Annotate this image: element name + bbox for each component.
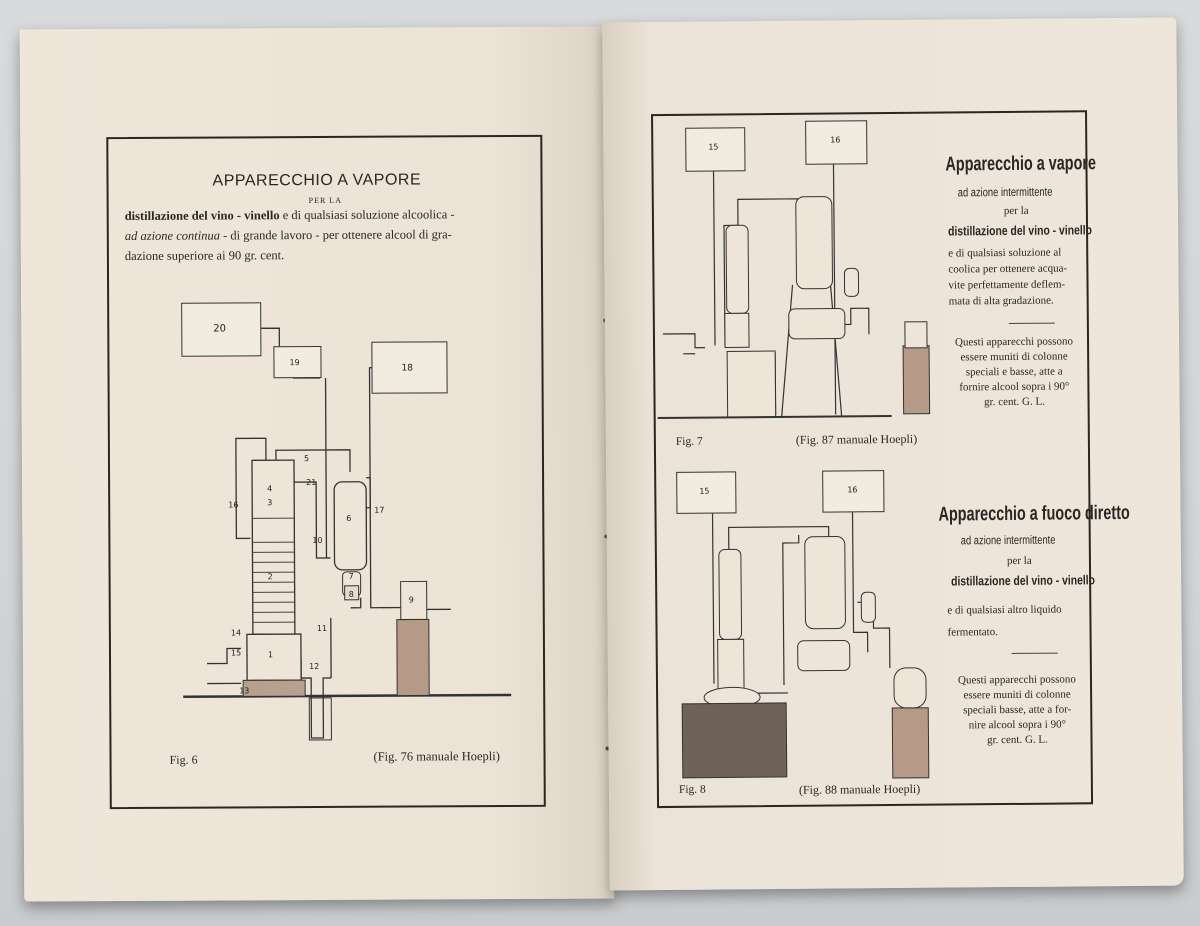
caption-line-3: dazione superiore ai 90 gr. cent. <box>124 248 285 264</box>
note-line: Questi apparecchi possono <box>954 335 1073 349</box>
fig8-label: Fig. 8 <box>678 783 706 796</box>
part-number: 19 <box>289 358 300 368</box>
figure-reference: (Fig. 76 manuale Hoepli) <box>373 749 500 764</box>
caption-italic: ad azione continua <box>124 228 220 244</box>
part-number: 15 <box>230 648 242 658</box>
fig8-bold-line: distillazione del vino - vinello <box>951 572 1096 589</box>
part-number: 12 <box>309 661 320 672</box>
note-line: gr. cent. G. L. <box>984 395 1045 409</box>
fig7-label: Fig. 7 <box>675 435 703 448</box>
tank-16: 16 <box>822 470 884 513</box>
part-number: 6 <box>346 513 352 523</box>
tank-15: 15 <box>676 471 736 514</box>
note-line: speciali e basse, atte a <box>965 365 1063 379</box>
part-number: 21 <box>306 478 317 488</box>
caption-rest: e di qualsiasi soluzione alcoolica - <box>279 207 455 223</box>
body-line: coolica per ottenere acqua- <box>948 262 1068 276</box>
part-number: 9 <box>408 595 414 605</box>
fig7-subtitle: ad azione intermittente <box>957 184 1053 200</box>
figure-label: Fig. 6 <box>169 752 198 767</box>
note-line: Questi apparecchi possono <box>957 673 1076 687</box>
body-line: vite perfettamente deflem- <box>948 278 1066 292</box>
plate-title: APPARECCHIO A VAPORE <box>212 171 422 190</box>
part-number: 17 <box>374 505 385 515</box>
caption-rest: - di grande lavoro - per ottenere alcool di gra- <box>219 227 452 243</box>
fig8-reference: (Fig. 88 manuale Hoepli) <box>798 781 921 797</box>
fig8-note <box>958 672 1077 748</box>
note-line: speciali basse, atte a for- <box>963 703 1072 717</box>
left-page <box>20 26 615 901</box>
part-number: 10 <box>312 535 323 546</box>
note-line: gr. cent. G. L. <box>987 733 1048 747</box>
part-number: 8 <box>348 589 354 599</box>
fig7-per-la: per la <box>1003 204 1029 218</box>
note-line: nire alcool sopra i 90° <box>968 718 1067 732</box>
note-line: essere muniti di colonne <box>963 688 1071 702</box>
part-number: 1 <box>267 650 274 660</box>
part-number: 11 <box>316 623 328 634</box>
right-page <box>602 18 1184 891</box>
fig7-note <box>955 334 1074 410</box>
fig7-bold-line: distillazione del vino - vinello <box>947 222 1093 239</box>
part-number: 3 <box>267 498 273 508</box>
body-line: e di qualsiasi soluzione al <box>948 246 1062 260</box>
body-line: e di qualsiasi altro liquido <box>947 603 1062 617</box>
fig7-reference: (Fig. 87 manuale Hoepli) <box>795 431 918 447</box>
caption-bold: distillazione del vino - vinello <box>124 208 280 224</box>
fig8-title: Apparecchio a fuoco diretto <box>938 501 1130 526</box>
note-line: fornire alcool sopra i 90° <box>959 380 1070 394</box>
part-number: 4 <box>267 484 273 494</box>
part-number: 2 <box>267 572 273 582</box>
part-number: 7 <box>348 571 354 581</box>
body-line: fermentato. <box>947 626 999 639</box>
fig7-title: Apparecchio a vapore <box>945 152 1097 176</box>
fig8-subtitle: ad azione intermittente <box>960 532 1056 548</box>
part-number: 16 <box>228 500 239 510</box>
separator-rule <box>1012 653 1058 654</box>
plate-frame <box>651 110 1130 808</box>
plate-frame <box>106 135 546 809</box>
fig8-body <box>947 599 1062 644</box>
part-number: 13 <box>239 686 250 696</box>
per-la-label: PER LA <box>308 195 342 206</box>
fig8-per-la: per la <box>1006 554 1032 568</box>
note-line: essere muniti di colonne <box>960 350 1068 364</box>
still-diagram <box>108 137 543 807</box>
fig7-body <box>948 244 1067 309</box>
tank-16: 16 <box>805 120 867 165</box>
part-number: 20 <box>213 323 227 335</box>
part-number: 5 <box>303 454 310 464</box>
part-number: 14 <box>230 628 242 638</box>
body-line: mata di alta gradazione. <box>948 294 1054 308</box>
separator-rule <box>1009 323 1055 324</box>
tank-15: 15 <box>685 127 745 172</box>
part-number: 18 <box>401 363 413 374</box>
